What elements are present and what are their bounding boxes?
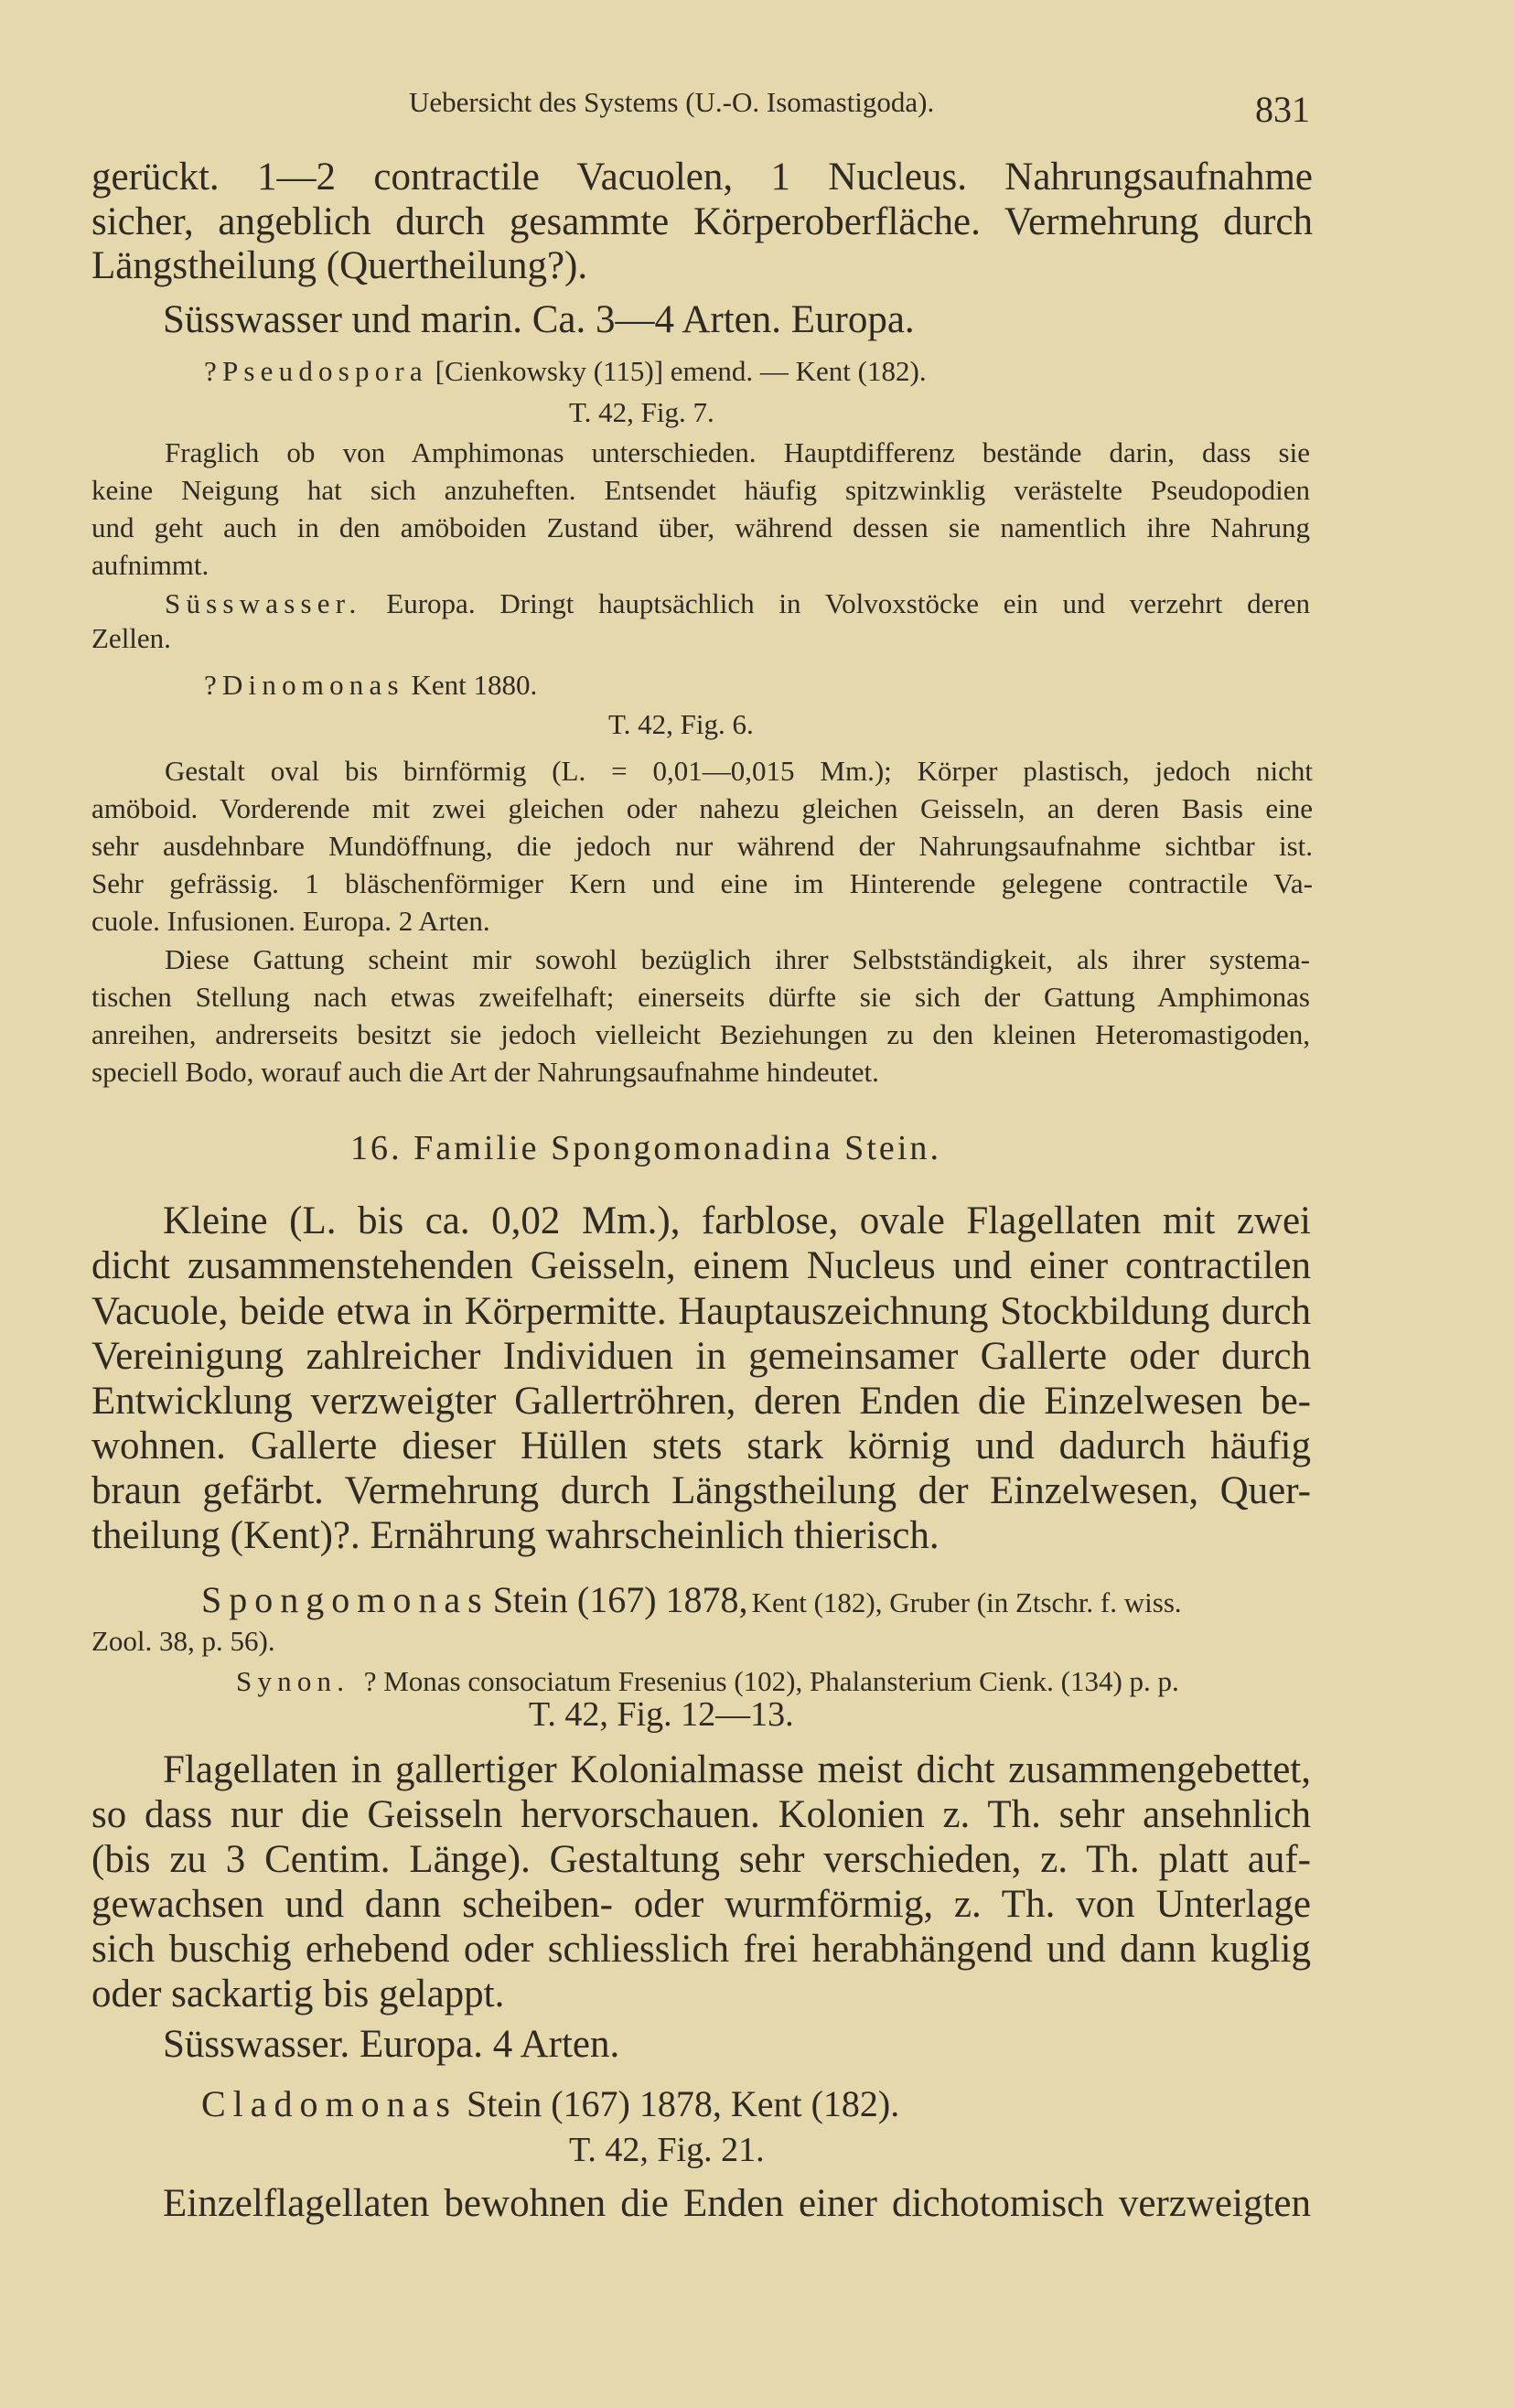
text-line: Kleine (L. bis ca. 0,02 Mm.), farblose, ovale Flagellaten mit zwei (163, 1199, 1311, 1242)
genus-name: Pseudospora (221, 355, 428, 387)
text-line: Fraglich ob von Amphimonas unterschieden. Hauptdifferenz bestände darin, dass sie (165, 436, 1310, 468)
genus-name: Spongomonas (201, 1579, 489, 1620)
text-line: amöboid. Vorderende mit zwei gleichen oder nahezu gleichen Geisseln, an deren Basis eine (91, 792, 1313, 824)
text-line: Längstheilung (Quertheilung?). (91, 244, 588, 287)
text-line: aufnimmt. (91, 549, 209, 581)
text-line: gewachsen und dann scheiben- oder wurmförmig, z. Th. von Unterlage (91, 1883, 1311, 1926)
synonym-line (236, 1665, 1179, 1698)
text-line: braun gefärbt. Vermehrung durch Längstheilung der Einzelwesen, Quer- (91, 1469, 1311, 1512)
text-line (165, 587, 1310, 620)
text-line: Vereinigung zahlreicher Individuen in gemeinsamer Gallerte oder durch (91, 1335, 1311, 1378)
text-line: tischen Stellung nach etwas zweifelhaft; einerseits dürfte sie sich der Gattung Amphimonas (91, 981, 1310, 1013)
genus-heading: ? Dinomonas Kent 1880. (204, 669, 538, 701)
genus-name: Dinomonas (221, 669, 404, 701)
family-heading: 16. Familie Spongomonadina Stein. (350, 1129, 942, 1167)
text-line: Süsswasser und marin. Ca. 3—4 Arten. Europa. (163, 298, 915, 341)
genus-citation: Stein (167) 1878, Kent (182). (466, 2083, 900, 2124)
running-title: Uebersicht des Systems (U.-O. Isomastigoda). (409, 86, 935, 118)
text-line: Süsswasser. Europa. 4 Arten. (163, 2023, 620, 2066)
genus-citation: [Cienkowsky (115)] emend. — Kent (182). (435, 355, 927, 387)
plate-reference: T. 42, Fig. 12—13. (529, 1695, 794, 1734)
genus-citation: Stein (167) 1878, (492, 1579, 748, 1620)
genus-name: Cladomonas (201, 2083, 457, 2124)
text-line: speciell Bodo, worauf auch die Art der Nahrungsaufnahme hindeutet. (91, 1056, 879, 1088)
plate-reference: T. 42, Fig. 21. (569, 2131, 765, 2169)
text-line: Sehr gefrässig. 1 bläschenförmiger Kern und eine im Hinterende gelegene contractile Va- (91, 867, 1313, 899)
text-line: cuole. Infusionen. Europa. 2 Arten. (91, 905, 490, 937)
genus-citation-small: Kent (182), Gruber (in Ztschr. f. wiss. (751, 1586, 1182, 1618)
synonym-text: ? Monas consociatum Fresenius (102), Phalansterium Cienk. (134) p. p. (363, 1665, 1179, 1697)
text-line: anreihen, andrerseits besitzt sie jedoch vielleicht Beziehungen zu den kleinen Heteromastigoden, (91, 1018, 1310, 1050)
habitat-label: Süsswasser. (165, 587, 362, 619)
text-line: oder sackartig bis gelappt. (91, 1973, 505, 2016)
text-line: gerückt. 1—2 contractile Vacuolen, 1 Nucleus. Nahrungsaufnahme (91, 156, 1313, 199)
text-line: (bis zu 3 Centim. Länge). Gestaltung sehr verschieden, z. Th. platt auf- (91, 1838, 1311, 1881)
genus-heading (201, 1578, 1182, 1621)
text-line: wohnen. Gallerte dieser Hüllen stets stark körnig und dadurch häufig (91, 1424, 1311, 1467)
text-line: sich buschig erhebend oder schliesslich frei herabhängend und dann kuglig (91, 1928, 1311, 1971)
text-line: Flagellaten in gallertiger Kolonialmasse meist dicht zusammengebettet, (163, 1748, 1311, 1791)
text-line: so dass nur die Geisseln hervorschauen. Kolonien z. Th. sehr ansehnlich (91, 1793, 1311, 1836)
text-line: theilung (Kent)?. Ernährung wahrscheinlich thierisch. (91, 1514, 940, 1557)
text-line: Zool. 38, p. 56). (91, 1625, 275, 1657)
text-line: Entwicklung verzweigter Gallertröhren, deren Enden die Einzelwesen be- (91, 1380, 1311, 1423)
synonym-label: Synon. (236, 1665, 350, 1697)
text-line: keine Neigung hat sich anzuheften. Entsendet häufig spitzwinklig verästelte Pseudopodien (91, 474, 1310, 506)
text-line: Zellen. (91, 622, 171, 654)
text-span: Europa. Dringt hauptsächlich in Volvoxstöcke ein und verzehrt deren (386, 587, 1310, 619)
page-number: 831 (1255, 89, 1310, 130)
text-line: Gestalt oval bis birnförmig (L. = 0,01—0,015 Mm.); Körper plastisch, jedoch nicht (165, 755, 1313, 787)
text-line: dicht zusammenstehenden Geisseln, einem Nucleus und einer contractilen (91, 1244, 1311, 1287)
text-line: sehr ausdehnbare Mundöffnung, die jedoch nur während der Nahrungsaufnahme sichtbar ist. (91, 830, 1313, 862)
plate-reference: T. 42, Fig. 7. (569, 396, 714, 428)
genus-heading: ? Pseudospora [Cienkowsky (115)] emend. — Kent (182). (204, 355, 927, 387)
text-line: Einzelflagellaten bewohnen die Enden einer dichotomisch verzweigten (163, 2182, 1311, 2225)
plate-reference: T. 42, Fig. 6. (608, 708, 754, 740)
genus-heading (201, 2082, 899, 2125)
text-line: Vacuole, beide etwa in Körpermitte. Hauptauszeichnung Stockbildung durch (91, 1290, 1311, 1333)
text-line: sicher, angeblich durch gesammte Körperoberfläche. Vermehrung durch (91, 200, 1313, 243)
text-line: und geht auch in den amöboiden Zustand über, während dessen sie namentlich ihre Nahrung (91, 511, 1310, 543)
genus-citation: Kent 1880. (411, 669, 538, 701)
text-line: Diese Gattung scheint mir sowohl bezüglich ihrer Selbstständigkeit, als ihrer systema- (165, 943, 1310, 975)
